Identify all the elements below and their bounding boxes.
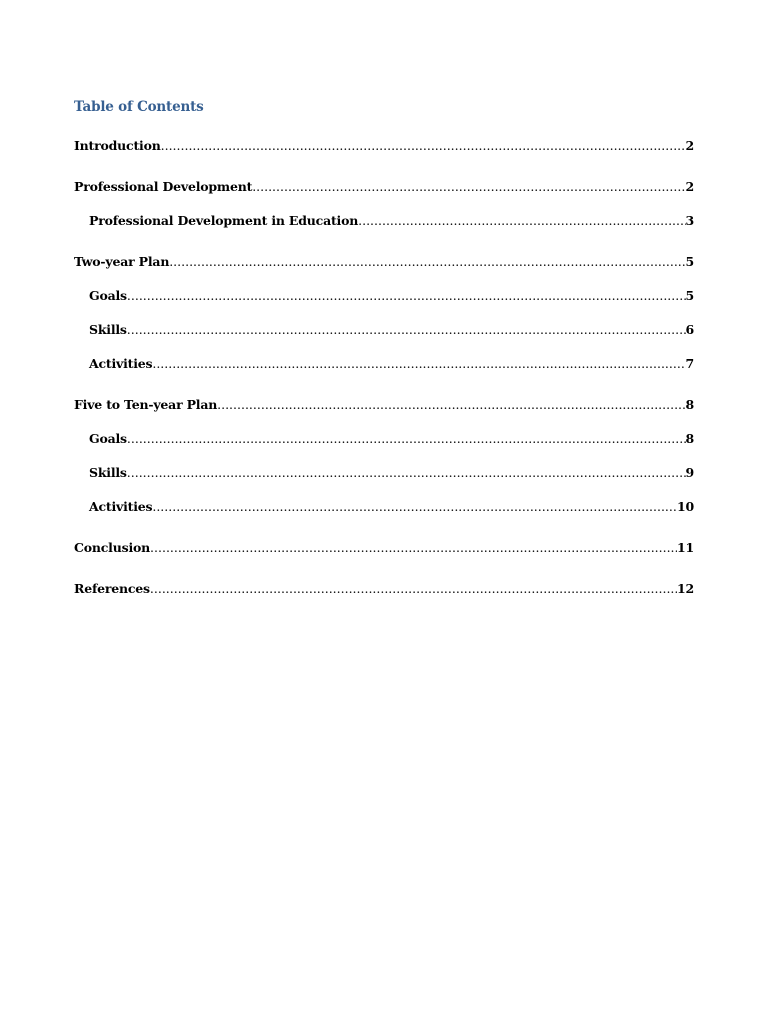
toc-dot-leader <box>127 430 686 448</box>
toc-dot-leader <box>152 355 685 373</box>
toc-dot-leader <box>161 137 686 155</box>
toc-entry-label: Introduction <box>74 138 161 153</box>
toc-entry-label: Professional Development <box>74 179 253 194</box>
toc-entry-page: 5 <box>685 288 694 303</box>
toc-entry-page: 2 <box>685 179 694 194</box>
toc-entry-page: 3 <box>685 213 694 228</box>
toc-entry-page: 6 <box>685 322 694 337</box>
toc-entry-two-year-goals[interactable] <box>74 287 694 305</box>
toc-entry-label: Goals <box>89 431 127 446</box>
toc-entry-label: Professional Development in Education <box>89 213 359 228</box>
toc-dot-leader <box>127 464 686 482</box>
toc-entry-page: 8 <box>685 431 694 446</box>
toc-entry-page: 7 <box>685 356 694 371</box>
document-page <box>74 96 694 598</box>
toc-dot-leader <box>252 178 685 196</box>
toc-entry-page: 12 <box>677 581 694 596</box>
toc-entry-references[interactable] <box>74 580 694 598</box>
toc-entry-page: 2 <box>685 138 694 153</box>
toc-entry-conclusion[interactable] <box>74 539 694 557</box>
toc-entry-label: Conclusion <box>74 540 151 555</box>
toc-title: Table of Contents <box>74 99 204 115</box>
toc-dot-leader <box>150 580 677 598</box>
toc-entry-label: Skills <box>89 465 127 480</box>
toc-entry-introduction[interactable] <box>74 137 694 155</box>
toc-list <box>74 137 694 598</box>
toc-entry-professional-development[interactable] <box>74 178 694 196</box>
toc-entry-page: 9 <box>685 465 694 480</box>
toc-dot-leader <box>150 539 677 557</box>
toc-entry-two-year-activities[interactable] <box>74 355 694 373</box>
toc-entry-label: Five to Ten-year Plan <box>74 397 218 412</box>
toc-entry-five-to-ten-year-activities[interactable] <box>74 498 694 516</box>
toc-entry-page: 5 <box>685 254 694 269</box>
toc-entry-label: Skills <box>89 322 127 337</box>
toc-entry-professional-development-in-education[interactable] <box>74 212 694 230</box>
toc-entry-page: 10 <box>677 499 694 514</box>
toc-entry-label: Two-year Plan <box>74 254 170 269</box>
toc-dot-leader <box>127 287 686 305</box>
toc-dot-leader <box>358 212 685 230</box>
toc-entry-page: 8 <box>685 397 694 412</box>
toc-entry-label: Activities <box>89 356 153 371</box>
toc-entry-five-to-ten-year-goals[interactable] <box>74 430 694 448</box>
toc-dot-leader <box>217 396 685 414</box>
toc-dot-leader <box>127 321 686 339</box>
toc-entry-two-year-plan[interactable] <box>74 253 694 271</box>
toc-dot-leader <box>152 498 677 516</box>
toc-entry-five-to-ten-year-plan[interactable] <box>74 396 694 414</box>
toc-dot-leader <box>169 253 685 271</box>
toc-entry-page: 11 <box>677 540 694 555</box>
toc-entry-two-year-skills[interactable] <box>74 321 694 339</box>
toc-entry-label: Activities <box>89 499 153 514</box>
toc-entry-label: Goals <box>89 288 127 303</box>
toc-entry-label: References <box>74 581 150 596</box>
toc-entry-five-to-ten-year-skills[interactable] <box>74 464 694 482</box>
